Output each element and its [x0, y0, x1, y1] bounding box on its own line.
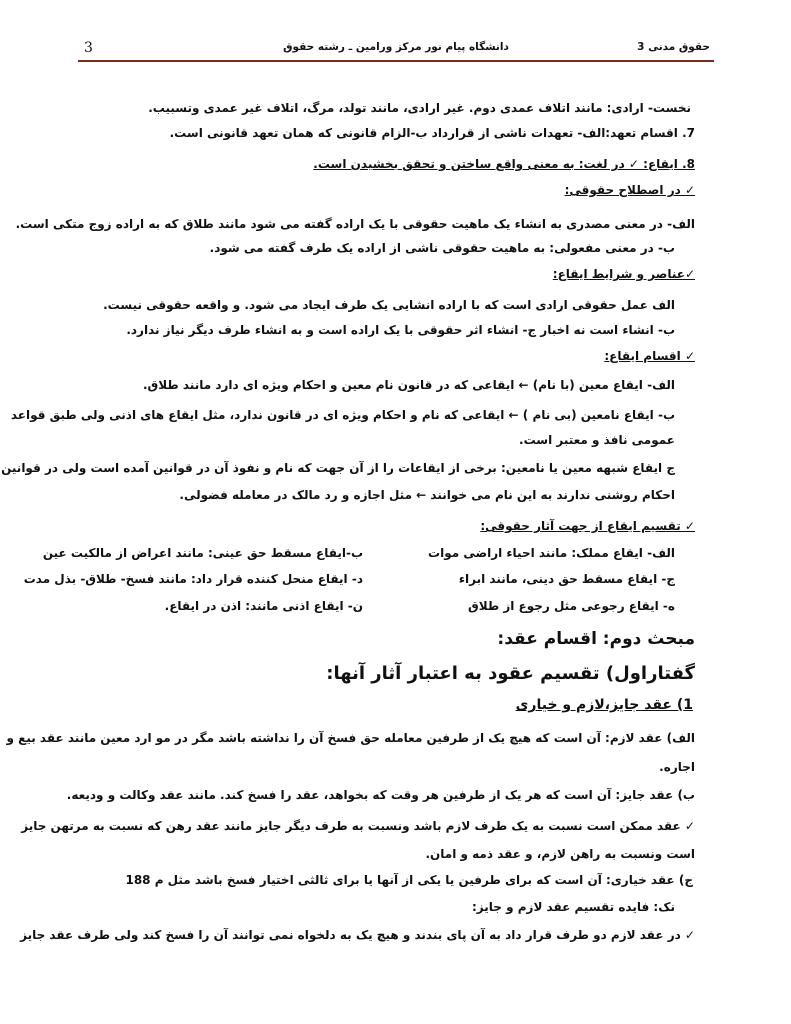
page-number: 3 — [84, 40, 93, 56]
text-line: الف- ایقاع معین (با نام) ← ایقاعی که در قانون نام معین و احکام ویژه ای دارد مانند طلاق. — [143, 378, 675, 392]
text-line: ب) عقد جایز: آن است که هر یک از طرفین هر وقت که بخواهد، عقد را فسخ کند. مانند عقد وکالت و ودیعه. — [66, 788, 695, 802]
list-item: ه- ایقاع رجوعی مثل رجوع از طلاق — [468, 599, 675, 613]
text-line: اجاره. — [659, 760, 695, 774]
page-header — [78, 38, 714, 62]
text-line: نخست- ارادی: مانند اتلاف عمدی دوم. غیر ارادی، مانند تولد، مرگ، اتلاف غیر عمدی وتسبیب. — [148, 101, 691, 115]
list-item: ب-ایقاع مسقط حق عینی: مانند اعراض از مالکیت عین — [42, 546, 363, 560]
section-title: مبحث دوم: اقسام عقد: — [497, 629, 695, 649]
text-line: نک: فایده تقسیم عقد لازم و جایز: — [472, 900, 675, 914]
subheading-legal-term: ✓ در اصطلاح حقوقی: — [564, 183, 695, 197]
text-line: الف- در معنی مصدری به انشاء یک ماهیت حقوقی با یک اراده گفته می شود مانند طلاق که به اراده زوج متکی است. — [15, 217, 695, 231]
text-line: ب- انشاء است نه اخبار ج- انشاء اثر حقوقی با یک اراده است و به انشاء طرف دیگر نیاز ندارد. — [126, 323, 675, 337]
text-line: الف عمل حقوقی ارادی است که با اراده انشایی یک طرف ایجاد می شود. و واقعه حقوقی نیست. — [103, 298, 675, 312]
heading-obligation-types: 7. اقسام تعهد:الف- تعهدات ناشی از قرارداد ب-الزام قانونی که همان تعهد قانونی است. — [169, 126, 695, 140]
subsection-title: 1) عقد جایز،لازم و خیاری — [515, 697, 693, 713]
text-line: ب- در معنی مفعولی: به ماهیت حقوقی ناشی از اراده یک طرف گفته می شود. — [209, 241, 675, 255]
text-line: ✓ در عقد لازم دو طرف قرار داد به آن پای بندند و هیچ یک به دلخواه نمی توانند آن را فسخ کند ولی طرف عقد جایز — [20, 928, 695, 942]
text-line: الف) عقد لازم: آن است که هیچ یک از طرفین معامله حق فسخ آن را نداشته باشد مگر در مو ارد معین مانند عقد بیع و — [6, 731, 695, 745]
subheading-elements: ✓عناصر و شرایط ایقاع: — [552, 267, 695, 281]
subheading-iqa-types: ✓ اقسام ایقاع: — [604, 349, 695, 363]
text-line: ب- ایقاع نامعین (بی نام ) ← ایقاعی که نام و احکام ویژه ای در قانون ندارد، مثل ایقاع های اذنی ولی طبق قواعد — [10, 408, 675, 422]
text-line: ج) عقد خیاری: آن است که برای طرفین یا یکی از آنها یا برای ثالثی اختیار فسخ باشد مثل م 188 — [125, 873, 693, 887]
subheading-effects: ✓ تقسیم ایقاع از جهت آثار حقوقی: — [480, 519, 695, 533]
list-item: ج- ایقاع مسقط حق دینی، مانند ابراء — [458, 572, 675, 586]
heading-iqa: 8. ایقاع: ✓ در لغت: به معنی واقع ساختن و تحقق بخشیدن است. — [313, 157, 695, 171]
text-line: ✓ عقد ممکن است نسبت به یک طرف لازم باشد ونسبت به طرف دیگر جایز مانند عقد رهن که نسبت به مرتهن جایز — [21, 819, 695, 833]
list-item: ن- ایقاع اذنی مانند: اذن در ایقاع. — [164, 599, 363, 613]
header-course: حقوق مدنی 3 — [637, 41, 710, 53]
chapter-title: گفتاراول) تقسیم عقود به اعتبار آثار آنها: — [326, 663, 695, 684]
header-university: دانشگاه پیام نور مرکز ورامین ـ رشته حقوق — [283, 41, 509, 53]
text-line: احکام روشنی ندارند به این نام می خوانند ← مثل اجازه و رد مالک در معامله فضولی. — [179, 488, 675, 502]
text-line: عمومی نافذ و معتبر است. — [519, 433, 675, 447]
list-item: د- ایقاع منحل کننده قرار داد: مانند فسخ- طلاق- بذل مدت — [23, 572, 363, 586]
list-item: الف- ایقاع مملک: مانند احیاء اراضی موات — [428, 546, 675, 560]
text-line: است ونسبت به راهن لازم، و عقد ذمه و امان. — [425, 847, 695, 861]
text-line: ج ایقاع شبهه معین یا نامعین: برخی از ایقاعات را از آن جهت که نام و نفوذ آن در قوانین آمده است ولی در قوانین — [1, 461, 675, 475]
